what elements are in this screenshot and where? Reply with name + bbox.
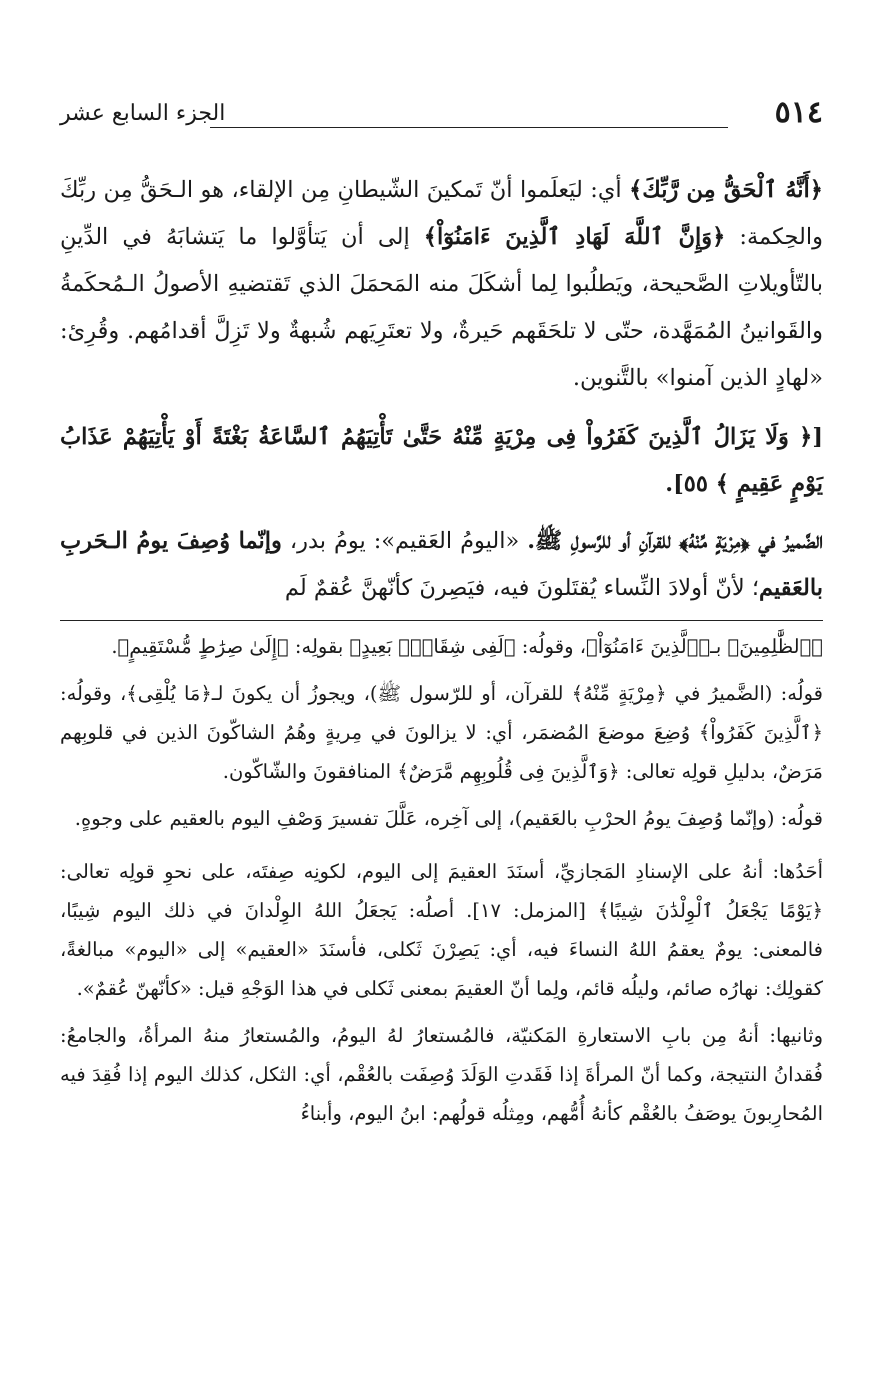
footnote-paragraph: قولُه: (الضَّميرُ في ﴿مِرْيَةٍ مِّنْهُ﴾ للقرآن، أو للرّسول ﷺ)، ويجوزُ أن يكونَ لـ﴿مَا يُلْقِى﴾، وقولُه: ﴿ٱلَّذِينَ كَفَرُواْ﴾ وُضِعَ موضعَ المُضمَر، أي: لا يزالونَ في مِريةٍ وهُمُ الشاكّونَ الذين في قلوبِهم مَرَضٌ، بدليلِ قولِه تعالى: ﴿وَٱلَّذِينَ فِى قُلُوبِهِم مَّرَضٌ﴾ المنافقونَ والشّاكّون. xyxy=(60,682,823,783)
main-paragraph-1 xyxy=(60,167,823,402)
page-header xyxy=(60,95,823,145)
footnote-paragraph: قولُه: (وإنّما وُصِفَ يومُ الحرْبِ بالعَقيم)، إلى آخِره، عَلَّلَ تفسيرَ وَصْفِ اليوم بالعقيم على وجوهٍ. xyxy=(74,807,823,830)
commentary-text: إلى أن يَتأوَّلوا ما يَتشابَهُ في الدِّينِ بالتّأويلاتِ الصَّحيحة، ويَطلُبوا لِما أشكَلَ منه المَحمَلَ الذي تَقتضيهِ الأصولُ الـمُحكَمةُ والقَوانينُ المُمَهَّدة، حتّى لا تلحَقَهم حَيرةٌ، ولا تعتَرِيَهم شُبهةٌ ولا تَزِلَّ أقدامُهم. وقُرِئ: «لهادٍ الذين آمنوا» بالتَّنوين. xyxy=(60,224,823,391)
commentary-text: أي: ليَعلَموا أنّ تَمكينَ الشّيطانِ مِن الإلقاء، هو الـحَقُّ مِن ربِّكَ والحِكمة: xyxy=(60,177,823,250)
main-text xyxy=(60,167,823,612)
footnote-paragraph: أحَدُها: أنهُ على الإسنادِ المَجازيِّ، أسنَدَ العقيمَ إلى اليوم، لكونِه صِفتَه، على نحوِ قولِه تعالى: ﴿يَوْمًا يَجْعَلُ ٱلْوِلْدَٰنَ شِيبًا﴾ [المزمل: ١٧]. أصلُه: يَجعَلُ اللهُ الوِلْدانَ في ذلك اليوم شِيبًا، فالمعنى: يومٌ يعقمُ اللهُ النساءَ فيه، أي: يَصِرْنَ ثَكلى، فأسنَدَ «العقيم» إلى «اليوم» مبالغةً، كقولِك: نهارُه صائم، وليلُه قائم، ولِما أنّ العقيمَ بمعنى ثَكلى في هذا الوَجْهِ قيل: «كأنّهنّ عُقمٌ». xyxy=(60,860,823,1000)
main-verse-block: [﴿ وَلَا يَزَالُ ٱلَّذِينَ كَفَرُواْ فِى مِرْيَةٍ مِّنْهُ حَتَّىٰ تَأْتِيَهُمُ ٱلسَّاعَةُ بَغْتَةً أَوْ يَأْتِيَهُمْ عَذَابُ يَوْمٍ عَقِيمٍ ﴾ ٥٥]. xyxy=(60,424,823,497)
footnote-paragraph: وثانيها: أنهُ مِن بابِ الاستعارةِ المَكنيّة، فالمُستعارُ لهُ اليومُ، والمُستعارُ منهُ المرأةُ، والجامعُ: فُقدانُ النتيجة، وكما أنّ المرأةَ إذا فَقَدتِ الوَلَدَ وُصِفَت بالعُقْم، أي: الثكل، كذلك اليوم إذا فُقِدَ فيه المُحارِبونَ يوصَفُ بالعُقْم كأنهُ أُمُّهم، ومِثلُه قولُهم: ابنُ اليوم، وأبناءُ xyxy=(60,1024,823,1125)
footnote-divider xyxy=(60,620,823,621)
commentary-text: «اليومُ العَقيم»: يومُ بدر، xyxy=(281,528,528,554)
quran-verse: ﴿أَنَّهُ ٱلْحَقُّ مِن رَّبِّكَ﴾ xyxy=(629,177,823,203)
footnotes xyxy=(60,627,823,1133)
header-rule xyxy=(210,127,728,128)
part-title: الجزء السابع عشر xyxy=(60,101,226,126)
page-number: ٥١٤ xyxy=(774,95,823,130)
page xyxy=(60,95,823,1355)
main-paragraph-3 xyxy=(60,518,823,612)
commentary-text: ؛ لأنّ أولادَ النِّساء يُقتَلونَ فيه، فيَصِرنَ كأنّهنَّ عُقمٌ لَم xyxy=(284,575,760,601)
commentary-bold: الضَّميرُ في ﴿مِرْيَةٍ مِّنْهُ﴾ للقرآنِ أو للرَّسولِ ﷺ. xyxy=(527,528,824,554)
commentary-bold: وإنّما وُصِفَ يومُ الـحَربِ بالعَقيم xyxy=(60,528,823,601)
quran-verse: ﴿وَإِنَّ ٱللَّهَ لَهَادِ ٱلَّذِينَ ءَامَنُوٓاْ﴾ xyxy=(423,224,726,250)
footnote-paragraph: ﴿ٱلظَّٰلِمِينَ﴾ بـ﴿ٱلَّذِينَ ءَامَنُوٓاْ﴾، وقولُه: ﴿لَفِى شِقَاقٍۭ بَعِيدٍ﴾ بقولِه: ﴿إِلَىٰ صِرَٰطٍ مُّسْتَقِيمٍ﴾. xyxy=(111,635,823,658)
